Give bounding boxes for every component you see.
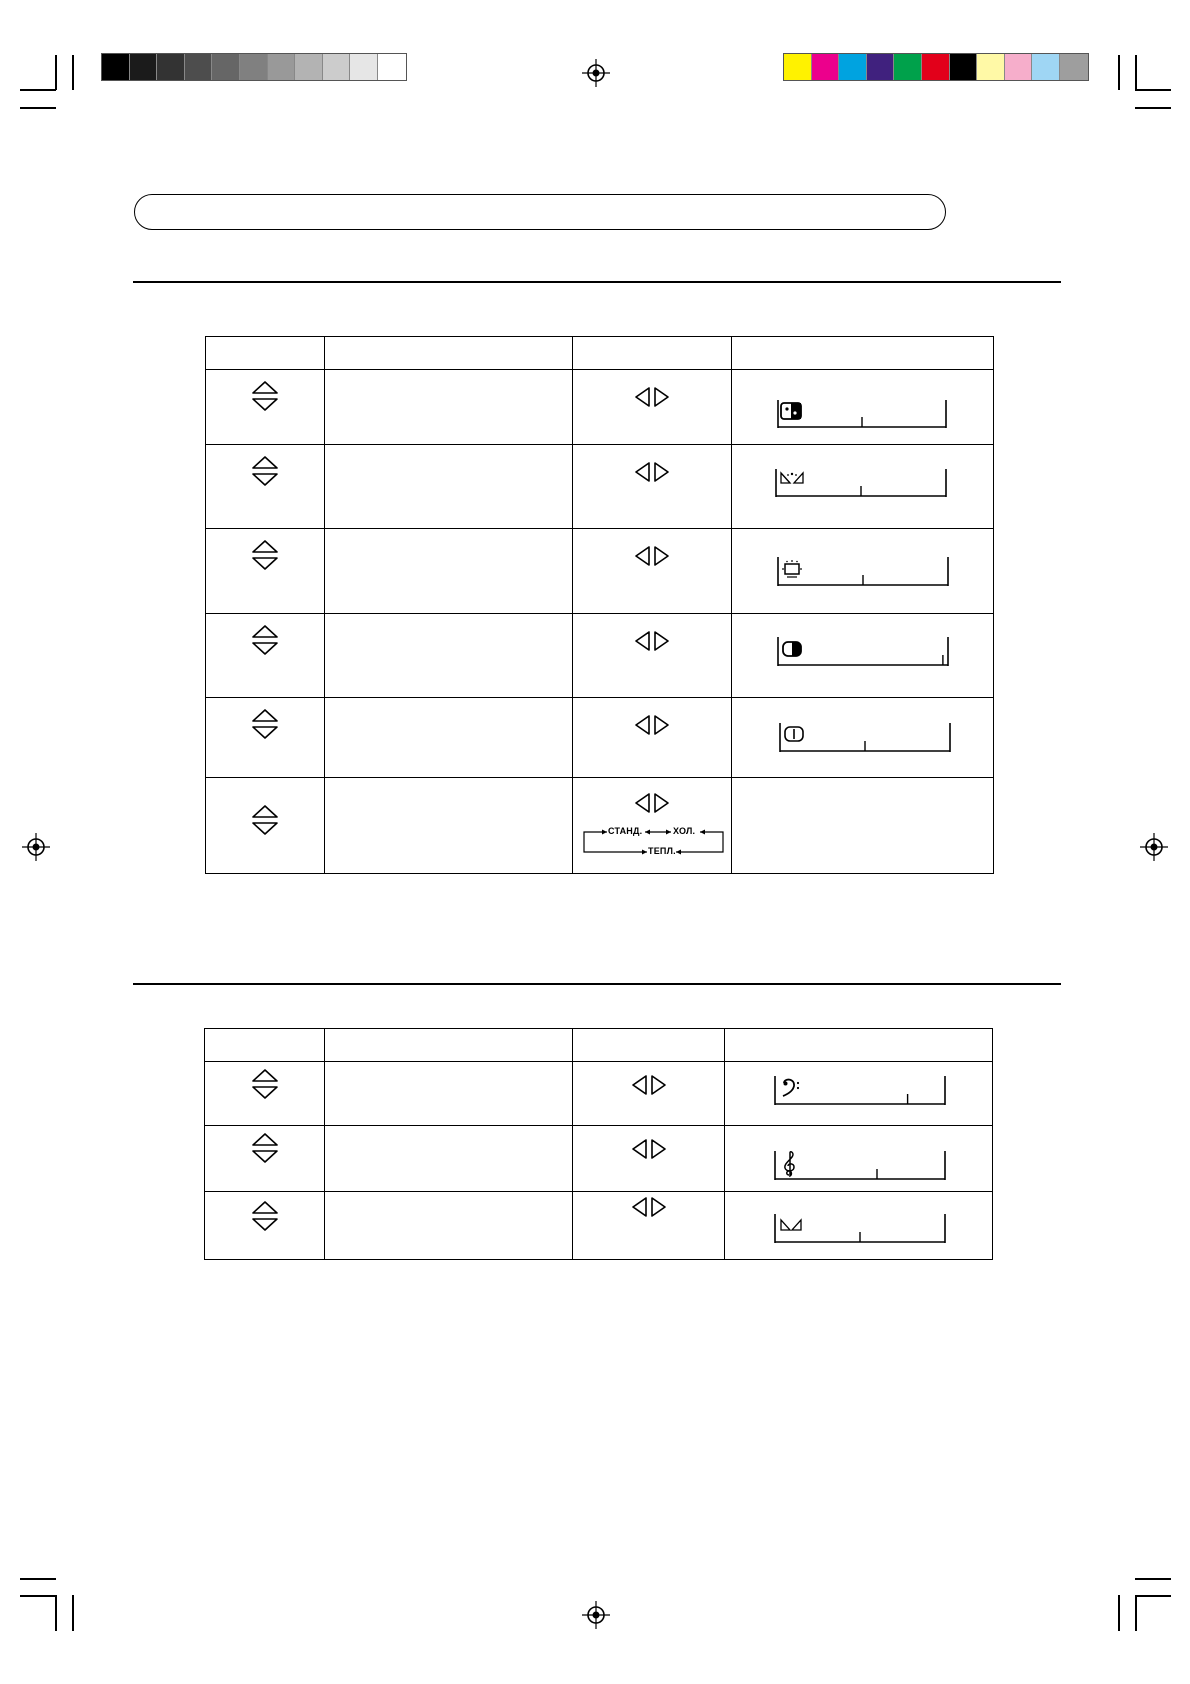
level-bar — [774, 1076, 946, 1105]
table-row — [206, 445, 994, 529]
picture-section-rule — [133, 281, 1061, 283]
brightness-icon — [781, 473, 803, 483]
colour-icon — [783, 642, 801, 656]
up-down-arrows-icon — [251, 708, 279, 740]
left-right-arrows-icon — [631, 1196, 667, 1218]
color-swatch — [157, 54, 185, 80]
display-cell — [732, 698, 994, 778]
display-cell — [732, 445, 994, 529]
left-right-arrows-icon — [634, 461, 670, 483]
table-row — [205, 1192, 993, 1260]
left-right-arrows-icon — [631, 1074, 667, 1096]
color-swatch — [1032, 54, 1060, 80]
table-row — [206, 529, 994, 614]
color-swatch — [1005, 54, 1033, 80]
display-cell — [732, 614, 994, 698]
description-cell — [325, 778, 573, 874]
color-calibration-bar — [783, 53, 1089, 81]
adjust-cell — [573, 698, 732, 778]
up-down-arrows-icon — [251, 804, 279, 836]
table-row — [206, 778, 994, 874]
description-cell — [325, 614, 573, 698]
left-right-arrows-icon — [634, 792, 670, 814]
table-row — [205, 1062, 993, 1126]
cool-label: ХОЛ. — [673, 826, 696, 836]
level-bar — [774, 1214, 946, 1243]
color-swatch — [1060, 54, 1088, 80]
color-swatch — [784, 54, 812, 80]
sharpness-icon — [782, 560, 802, 577]
level-bar-graphic — [779, 723, 951, 752]
color-swatch — [268, 54, 296, 80]
header-cell — [573, 337, 732, 370]
description-cell — [325, 1126, 573, 1192]
color-swatch — [812, 54, 840, 80]
select-cell — [206, 370, 325, 445]
description-cell — [325, 445, 573, 529]
level-bar — [777, 557, 949, 586]
up-down-arrows-icon — [251, 539, 279, 571]
color-swatch — [240, 54, 268, 80]
table-row — [206, 370, 994, 445]
table-row — [206, 698, 994, 778]
adjust-cell — [573, 778, 732, 874]
color-swatch — [350, 54, 378, 80]
display-cell — [725, 1062, 993, 1126]
select-cell — [206, 614, 325, 698]
contrast-icon — [781, 403, 801, 419]
select-cell — [206, 445, 325, 529]
left-right-arrows-icon — [634, 630, 670, 652]
picture-adjustment-table — [205, 336, 994, 874]
color-swatch — [950, 54, 978, 80]
color-swatch — [130, 54, 158, 80]
level-bar — [777, 637, 949, 666]
header-cell — [573, 1029, 725, 1062]
header-cell — [206, 337, 325, 370]
description-cell — [325, 1192, 573, 1260]
color-swatch — [212, 54, 240, 80]
standard-label: СТАНД. — [608, 826, 643, 836]
select-cell — [206, 698, 325, 778]
left-right-arrows-icon — [631, 1138, 667, 1160]
warm-label: ТЕПЛ. — [648, 846, 676, 856]
color-swatch — [867, 54, 895, 80]
tint-icon — [785, 727, 803, 741]
table-row — [206, 614, 994, 698]
color-swatch — [378, 54, 406, 80]
select-cell — [205, 1192, 325, 1260]
color-swatch — [922, 54, 950, 80]
left-right-arrows-icon — [634, 386, 670, 408]
sound-adjustment-table — [204, 1028, 993, 1260]
table-header-row — [206, 337, 994, 370]
header-cell — [725, 1029, 993, 1062]
adjust-cell — [573, 445, 732, 529]
color-swatch — [894, 54, 922, 80]
registration-mark-left-icon — [22, 833, 50, 861]
header-cell — [205, 1029, 325, 1062]
level-bar-graphic — [774, 1214, 946, 1243]
table-row — [205, 1126, 993, 1192]
level-bar-graphic — [777, 637, 949, 666]
registration-mark-top-icon — [582, 59, 610, 87]
sound-section-rule — [133, 983, 1061, 985]
level-bar — [774, 1151, 946, 1180]
header-cell — [325, 337, 573, 370]
level-bar-graphic — [777, 400, 947, 428]
color-swatch — [102, 54, 130, 80]
bass-clef-icon — [783, 1080, 799, 1096]
level-bar — [777, 400, 947, 428]
adjust-cell — [573, 1062, 725, 1126]
balance-icon — [781, 1220, 801, 1230]
display-cell — [732, 529, 994, 614]
level-bar-graphic — [774, 1076, 946, 1105]
level-bar — [775, 469, 947, 497]
display-cell — [725, 1192, 993, 1260]
color-swatch — [839, 54, 867, 80]
select-cell — [206, 778, 325, 874]
up-down-arrows-icon — [251, 1200, 279, 1232]
display-cell — [725, 1126, 993, 1192]
color-swatch — [185, 54, 213, 80]
registration-mark-bottom-icon — [582, 1601, 610, 1629]
left-right-arrows-icon — [634, 714, 670, 736]
description-cell — [325, 1062, 573, 1126]
description-cell — [325, 370, 573, 445]
page-title-frame — [134, 194, 946, 230]
header-cell — [732, 337, 994, 370]
table-header-row — [205, 1029, 993, 1062]
level-bar-graphic — [774, 1151, 946, 1180]
grayscale-bar — [101, 53, 407, 81]
left-right-arrows-icon — [634, 545, 670, 567]
treble-clef-icon — [785, 1152, 794, 1176]
registration-mark-right-icon — [1140, 833, 1168, 861]
description-cell — [325, 698, 573, 778]
up-down-arrows-icon — [251, 1068, 279, 1100]
select-cell — [205, 1126, 325, 1192]
select-cell — [205, 1062, 325, 1126]
level-bar-graphic — [777, 557, 949, 586]
colour-temperature-cycle — [583, 826, 725, 864]
description-cell — [325, 529, 573, 614]
up-down-arrows-icon — [251, 624, 279, 656]
header-cell — [325, 1029, 573, 1062]
select-cell — [206, 529, 325, 614]
color-swatch — [977, 54, 1005, 80]
up-down-arrows-icon — [251, 380, 279, 412]
up-down-arrows-icon — [251, 1132, 279, 1164]
display-cell — [732, 778, 994, 874]
level-bar-graphic — [775, 469, 947, 497]
display-cell — [732, 370, 994, 445]
color-swatch — [295, 54, 323, 80]
adjust-cell — [573, 1192, 725, 1260]
adjust-cell — [573, 1126, 725, 1192]
adjust-cell — [573, 529, 732, 614]
up-down-arrows-icon — [251, 455, 279, 487]
adjust-cell — [573, 370, 732, 445]
color-swatch — [323, 54, 351, 80]
level-bar — [779, 723, 951, 752]
adjust-cell — [573, 614, 732, 698]
cycle-arrows-graphic — [583, 826, 725, 864]
